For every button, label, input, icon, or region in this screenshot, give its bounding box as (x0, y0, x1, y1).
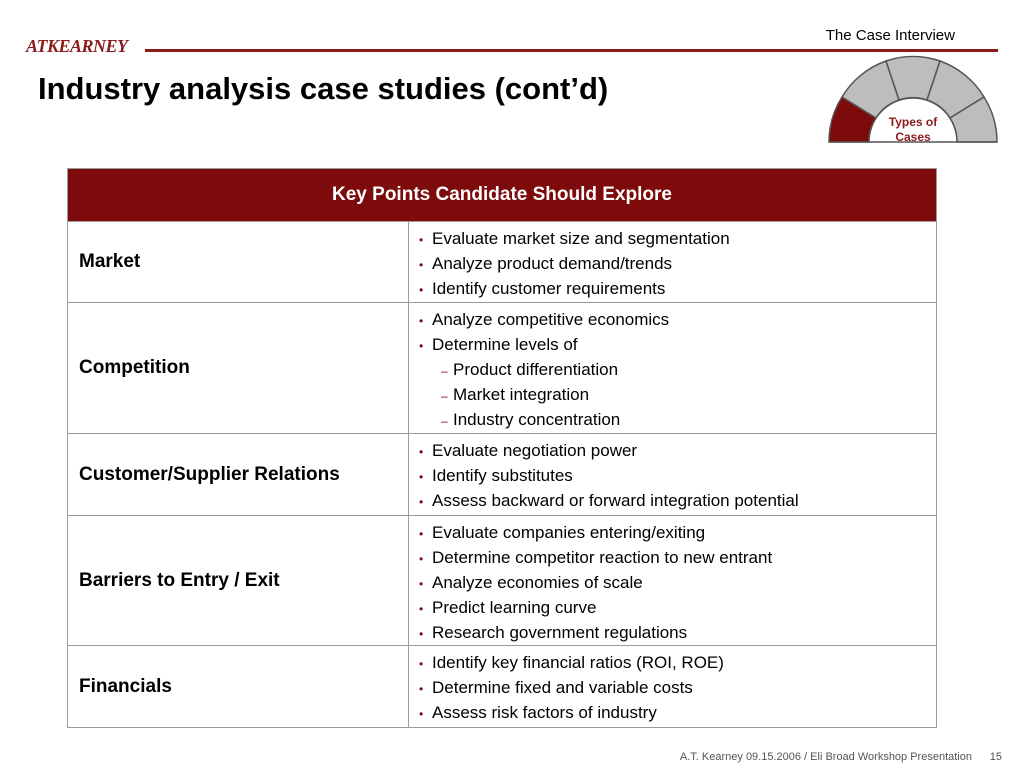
gauge-label-line2: Cases (895, 130, 931, 144)
table-row (68, 302, 936, 433)
list-item: • Analyze economies of scale (419, 573, 643, 592)
list-item: • Identify substitutes (419, 466, 573, 485)
header-rule (145, 49, 998, 52)
list-item: • Predict learning curve (419, 598, 597, 617)
gauge-label (878, 115, 948, 145)
sub-list-item: – Market integration (441, 385, 590, 404)
sub-list-item: – Product differentiation (441, 360, 619, 379)
list-item: • Research government regulations (419, 623, 688, 642)
footer-text: A.T. Kearney 09.15.2006 / Eli Broad Workshop Presentation (679, 751, 972, 763)
row-points (409, 434, 936, 515)
list-item: • Determine fixed and variable costs (419, 678, 693, 697)
company-logo: ATKEARNEY (26, 36, 128, 56)
row-label: Market (68, 222, 409, 302)
list-item: • Identify customer requirements (419, 279, 666, 298)
list-item: • Evaluate negotiation power (419, 441, 638, 460)
list-item: • Determine competitor reaction to new entrant (419, 548, 773, 567)
row-label: Customer/Supplier Relations (68, 434, 409, 515)
list-item: • Analyze competitive economics (419, 310, 670, 329)
key-points-table (67, 168, 937, 728)
section-label: The Case Interview (825, 27, 955, 44)
row-points (409, 303, 936, 433)
page-title: Industry analysis case studies (cont’d) (38, 71, 609, 106)
page-number: 15 (989, 751, 1002, 763)
list-item: • Determine levels of (419, 335, 578, 354)
sub-list-item: – Industry concentration (441, 410, 621, 429)
row-points (409, 646, 936, 727)
table-row (68, 645, 936, 727)
gauge-label-line1: Types of (888, 115, 938, 129)
row-label: Barriers to Entry / Exit (68, 516, 409, 645)
row-points (409, 222, 936, 302)
table-row (68, 515, 936, 645)
row-points (409, 516, 936, 645)
list-item: • Identify key financial ratios (ROI, ROE) (419, 653, 724, 672)
row-label: Competition (68, 303, 409, 433)
list-item: • Assess backward or forward integration potential (419, 491, 799, 510)
list-item: • Assess risk factors of industry (419, 703, 657, 722)
list-item: • Evaluate market size and segmentation (419, 229, 730, 248)
table-header: Key Points Candidate Should Explore (68, 169, 936, 221)
table-row (68, 433, 936, 515)
list-item: • Evaluate companies entering/exiting (419, 523, 706, 542)
table-row (68, 221, 936, 302)
list-item: • Analyze product demand/trends (419, 254, 673, 273)
row-label: Financials (68, 646, 409, 727)
